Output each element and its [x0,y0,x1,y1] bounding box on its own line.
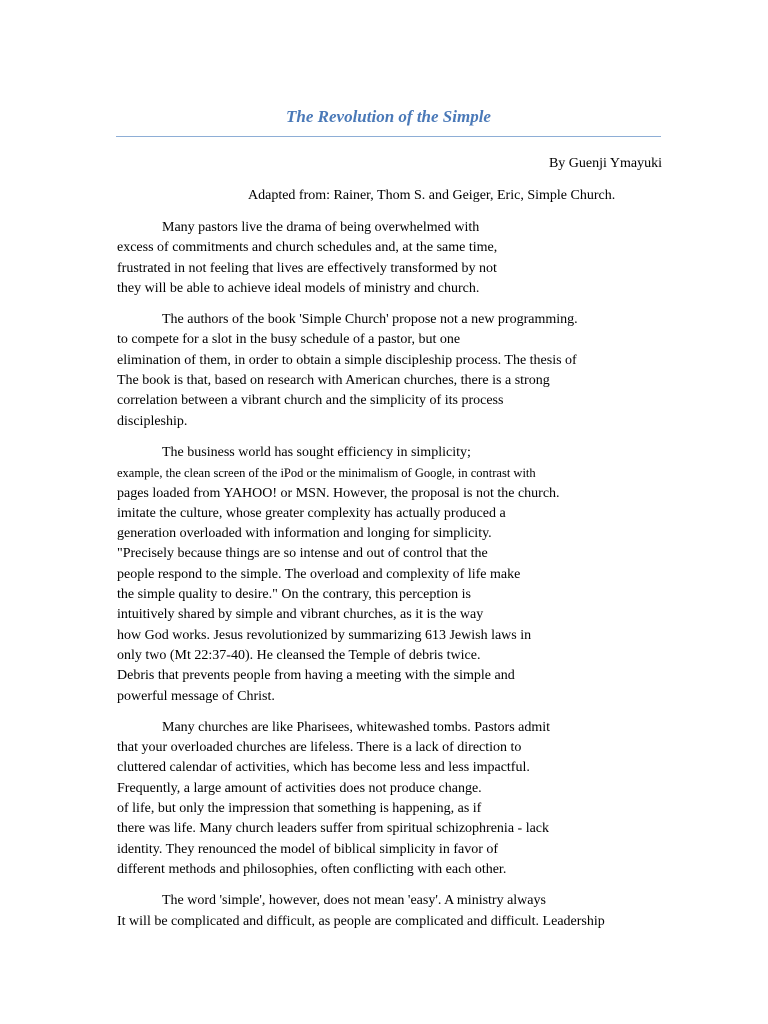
text-line: generation overloaded with information and longing for simplicity. [117,526,492,542]
text-line: The book is that, based on research with American churches, there is a strong [117,373,550,389]
text-line: how God works. Jesus revolutionized by summarizing 613 Jewish laws in [117,627,532,643]
title-divider [116,136,661,137]
text-line: intuitively shared by simple and vibrant churches, as it is the way [117,607,484,623]
text-line: Debris that prevents people from having a meeting with the simple and [117,668,515,684]
text-line: they will be able to achieve ideal models of ministry and church. [117,280,480,296]
text-line: Many pastors live the drama of being overwhelmed with [162,220,480,235]
paragraph-1 [117,218,637,299]
document-body [117,218,637,943]
paragraph-2 [117,310,637,432]
text-line: only two (Mt 22:37-40). He cleansed the Temple of debris twice. [117,647,481,663]
text-line: discipleship. [117,413,188,429]
text-line: It will be complicated and difficult, as people are complicated and difficult. Leadership [117,913,605,929]
text-line: Many churches are like Pharisees, whitewashed tombs. Pastors admit [162,719,551,735]
paragraph-5 [117,891,637,932]
paragraph-3 [117,443,637,707]
text-line: pages loaded from YAHOO! or MSN. However, the proposal is not the church. [117,485,560,501]
text-line: cluttered calendar of activities, which has become less and less impactful. [117,760,530,776]
text-line: people respond to the simple. The overload and complexity of life make [117,566,521,582]
text-line: to compete for a slot in the busy schedule of a pastor, but one [117,332,461,348]
document-title: The Revolution of the Simple [286,107,491,126]
source-citation: Adapted from: Rainer, Thom S. and Geiger, Eric, Simple Church. [248,188,616,203]
text-line: Frequently, a large amount of activities does not produce change. [117,780,482,796]
text-line: excess of commitments and church schedules and, at the same time, [117,240,498,256]
text-line: different methods and philosophies, often conflicting with each other. [117,861,507,877]
text-line: The authors of the book 'Simple Church' propose not a new programming. [162,312,578,328]
text-line: The word 'simple', however, does not mean 'easy'. A ministry always [162,893,546,909]
text-line: The business world has sought efficiency in simplicity; [162,444,471,460]
text-line: that your overloaded churches are lifeless. There is a lack of direction to [117,740,522,756]
text-line: frustrated in not feeling that lives are effectively transformed by not [117,260,497,276]
text-line: the simple quality to desire." On the contrary, this perception is [117,587,471,603]
text-line: example, the clean screen of the iPod or the minimalism of Google, in contrast with [117,466,536,481]
text-line: there was life. Many church leaders suffer from spiritual schizophrenia - lack [117,821,550,837]
text-line: imitate the culture, whose greater complexity has actually produced a [117,505,506,521]
text-line: identity. They renounced the model of biblical simplicity in favor of [117,841,499,857]
paragraph-4 [117,718,637,880]
text-line: elimination of them, in order to obtain a simple discipleship process. The thesis of [117,352,577,368]
text-line: of life, but only the impression that something is happening, as if [117,801,482,817]
author-byline: By Guenji Ymayuki [548,156,662,171]
text-line: "Precisely because things are so intense and out of control that the [117,546,488,562]
text-line: correlation between a vibrant church and the simplicity of its process [117,393,504,409]
text-line: powerful message of Christ. [117,688,275,704]
